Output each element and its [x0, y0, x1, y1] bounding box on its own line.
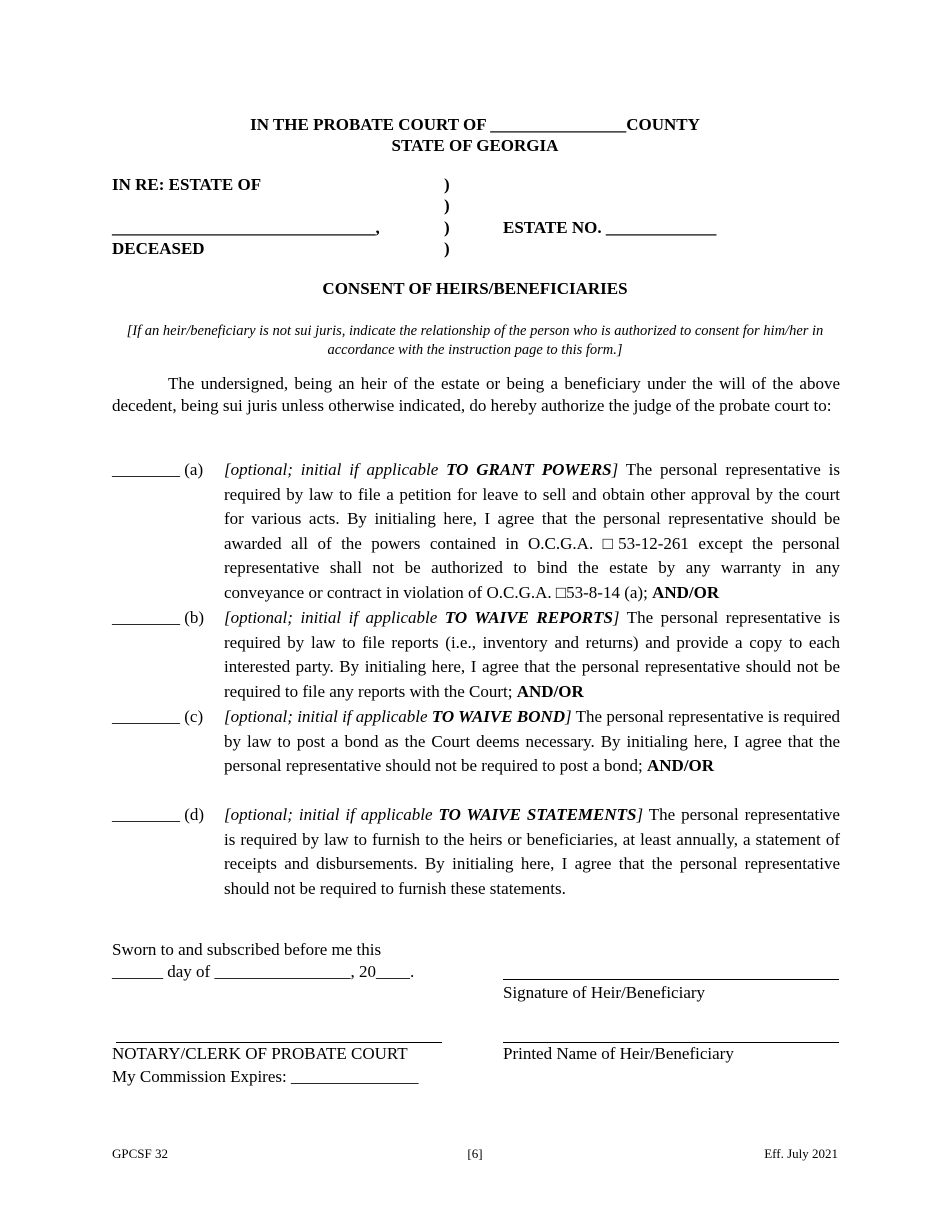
printed-name-label: Printed Name of Heir/Beneficiary [503, 1044, 734, 1063]
estate-no-label: ESTATE NO. [503, 218, 602, 237]
intro-paragraph: The undersigned, being an heir of the estate or being a beneficiary under the will of the above decedent, being sui juris unless otherwise indicated, do hereby authorize the judge of the probate court to: [112, 374, 840, 415]
printed-name-line[interactable] [503, 1024, 839, 1043]
commission-expires[interactable]: My Commission Expires: _______________ [112, 1067, 419, 1086]
item-d [112, 803, 840, 901]
court-heading [0, 114, 950, 135]
form-title: CONSENT OF HEIRS/BENEFICIARIES [322, 279, 628, 298]
page-number: [6] [467, 1146, 483, 1161]
in-re-label: IN RE: ESTATE OF [112, 175, 262, 194]
item-body: [optional; initial if applicable TO GRANT POWERS] The personal representative is required by law to file a petition for leave to sell and obtain other approval by the court for various acts. By initialing here, I agree that the personal representative should be awarded all of the powers contained in O.C.G.A. □53-12-261 except the personal representative shall not be authorized to bind the estate by any warranty in any conveyance or contract in violation of O.C.G.A. □53-8-14 (a); AND/OR [224, 460, 840, 602]
caption-paren: ) [444, 196, 450, 215]
sworn-text: Sworn to and subscribed before me this [112, 940, 382, 959]
court-line-suffix: COUNTY [626, 115, 700, 134]
item-body: [optional; initial if applicable TO WAIVE STATEMENTS] The personal representative is required by law to furnish to the heirs or beneficiaries, at least annually, a statement of receipts and disbursements. By initialing here, I agree that the personal representative should not be required to furnish these statements. [224, 805, 840, 898]
item-b [112, 606, 840, 704]
item-initial-blank: ________ (d) [112, 805, 205, 824]
item-body: [optional; initial if applicable TO WAIVE REPORTS] The personal representative is required by law to file reports (i.e., inventory and returns) and provide a copy to each interested party. By initialing here, I agree that the personal representative should not be required to file any reports with the Court; AND/OR [224, 608, 840, 701]
estate-no-blank: _____________ [605, 218, 717, 237]
caption-paren: ) [444, 175, 450, 194]
effective-date: Eff. July 2021 [764, 1146, 838, 1161]
item-initial-blank: ________ (a) [112, 460, 204, 479]
item-c [112, 705, 840, 779]
deceased-label: DECEASED [112, 239, 205, 258]
heir-signature-line[interactable] [503, 961, 839, 980]
state-heading: STATE OF GEORGIA [391, 136, 559, 155]
item-body: [optional; initial if applicable TO WAIVE BOND] The personal representative is required by law to post a bond as the Court deems necessary. By initialing here, I agree that the personal representative should not be required to post a bond; AND/OR [224, 707, 840, 776]
notary-signature-line[interactable] [116, 1024, 442, 1043]
court-line-prefix: IN THE PROBATE COURT OF [250, 115, 486, 134]
caption-paren: ) [444, 239, 450, 258]
notary-label: NOTARY/CLERK OF PROBATE COURT [112, 1044, 408, 1063]
estate-number [503, 218, 716, 238]
item-initial-blank: ________ (b) [112, 608, 205, 627]
heir-signature-label: Signature of Heir/Beneficiary [503, 983, 706, 1002]
date-line[interactable]: ______ day of ________________, 20____. [112, 962, 415, 981]
form-id: GPCSF 32 [112, 1146, 168, 1161]
item-a [112, 458, 840, 606]
caption-paren: ) [444, 218, 450, 237]
instruction-note: [If an heir/beneficiary is not sui juris, indicate the relationship of the person who is authorized to consent for him/her in accordance with the instruction page to this form.] [126, 323, 824, 358]
item-initial-blank: ________ (c) [112, 707, 204, 726]
decedent-name-blank: _______________________________, [112, 218, 380, 237]
county-blank: ________________ [490, 115, 627, 134]
